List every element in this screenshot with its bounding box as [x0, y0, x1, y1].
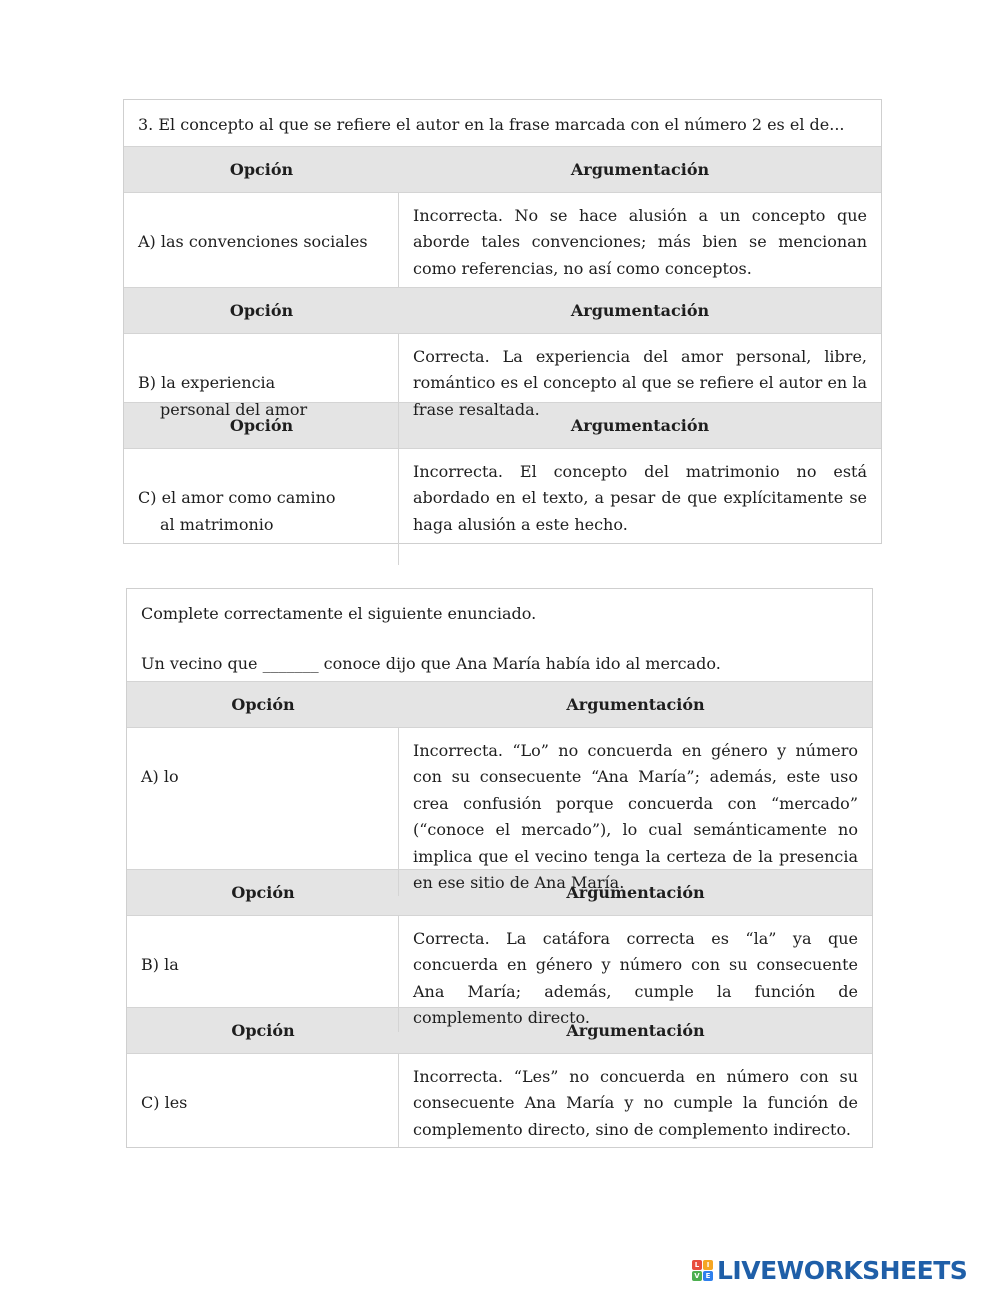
- argument-cell: Incorrecta. “Lo” no concuerda en género y número con su consecuente “Ana María”; además, este uso crea confusión porque concuerda con “mercado” (“conoce el mercado”), lo cual semánticamente no implica que el vecino tenga la certeza de la presencia en ese sitio de Ana María.: [413, 741, 858, 893]
- option-row-a: [124, 192, 881, 287]
- header-row: [124, 287, 881, 333]
- option-cell: [127, 728, 399, 896]
- argument-cell: Incorrecta. “Les” no concuerda en número con su consecuente Ana María y no cumple la función de complemento directo, sino de complemento indirecto.: [413, 1067, 858, 1139]
- option-label: B) la: [141, 955, 179, 975]
- header-option: Opción: [229, 301, 294, 320]
- option-label-continued: personal del amor: [160, 399, 308, 419]
- option-label: A) lo: [141, 767, 179, 787]
- question-text: [127, 589, 872, 681]
- option-row-c: [124, 448, 881, 543]
- header-argument: Argumentación: [566, 1021, 705, 1040]
- question-3-table: [123, 99, 882, 544]
- header-argument: Argumentación: [566, 695, 705, 714]
- header-option: Opción: [229, 416, 294, 435]
- option-cell: [124, 449, 399, 565]
- header-option: Opción: [231, 1021, 295, 1040]
- header-argument: Argumentación: [570, 160, 710, 179]
- logo-tile: E: [703, 1271, 713, 1281]
- header-argument: Argumentación: [566, 883, 705, 902]
- option-label: A) las convenciones sociales: [138, 232, 368, 252]
- argument-cell: Incorrecta. No se hace alusión a un concepto que aborde tales convenciones; más bien se mencionan como referencias, no así como conceptos.: [413, 206, 867, 278]
- question-text: 3. El concepto al que se refiere el autor en la frase marcada con el número 2 es el de...: [138, 115, 845, 134]
- option-label: C) el amor como camino: [138, 488, 336, 508]
- argument-cell: Correcta. La catáfora correcta es “la” ya que concuerda en género y número con su consecuente Ana María; además, cumple la función de complemento directo.: [413, 929, 858, 1028]
- liveworksheets-logo-icon: [692, 1260, 713, 1281]
- logo-text: LIVEWORKSHEETS: [717, 1255, 968, 1285]
- option-cell: [124, 193, 399, 287]
- sentence: Un vecino que _______ conoce dijo que Ana María había ido al mercado.: [141, 654, 721, 673]
- header-option: Opción: [231, 883, 295, 902]
- option-label: C) les: [141, 1093, 188, 1113]
- header-argument: Argumentación: [570, 416, 710, 435]
- option-row-b: [124, 333, 881, 419]
- argument-cell: Incorrecta. El concepto del matrimonio no está abordado en el texto, a pesar de que explícitamente se haga alusión a este hecho.: [413, 462, 867, 534]
- option-cell: [127, 1054, 399, 1147]
- logo-tile: I: [703, 1260, 713, 1270]
- option-cell: [127, 916, 399, 1032]
- option-label-continued: al matrimonio: [160, 514, 274, 534]
- liveworksheets-logo: [692, 1254, 967, 1286]
- argument-cell: Correcta. La experiencia del amor personal, libre, romántico es el concepto al que se refiere el autor en la frase resaltada.: [413, 347, 867, 419]
- instruction: Complete correctamente el siguiente enunciado.: [141, 604, 537, 623]
- option-row-c: [127, 1053, 872, 1147]
- header-row: [127, 681, 872, 727]
- logo-tile: L: [692, 1260, 702, 1270]
- header-argument: Argumentación: [570, 301, 710, 320]
- logo-tile: V: [692, 1271, 702, 1281]
- header-option: Opción: [229, 160, 294, 179]
- header-row: [124, 146, 881, 192]
- option-row-b: [127, 915, 872, 1028]
- header-option: Opción: [231, 695, 295, 714]
- option-label: B) la experiencia: [138, 373, 276, 393]
- pronoun-question-table: [126, 588, 873, 1148]
